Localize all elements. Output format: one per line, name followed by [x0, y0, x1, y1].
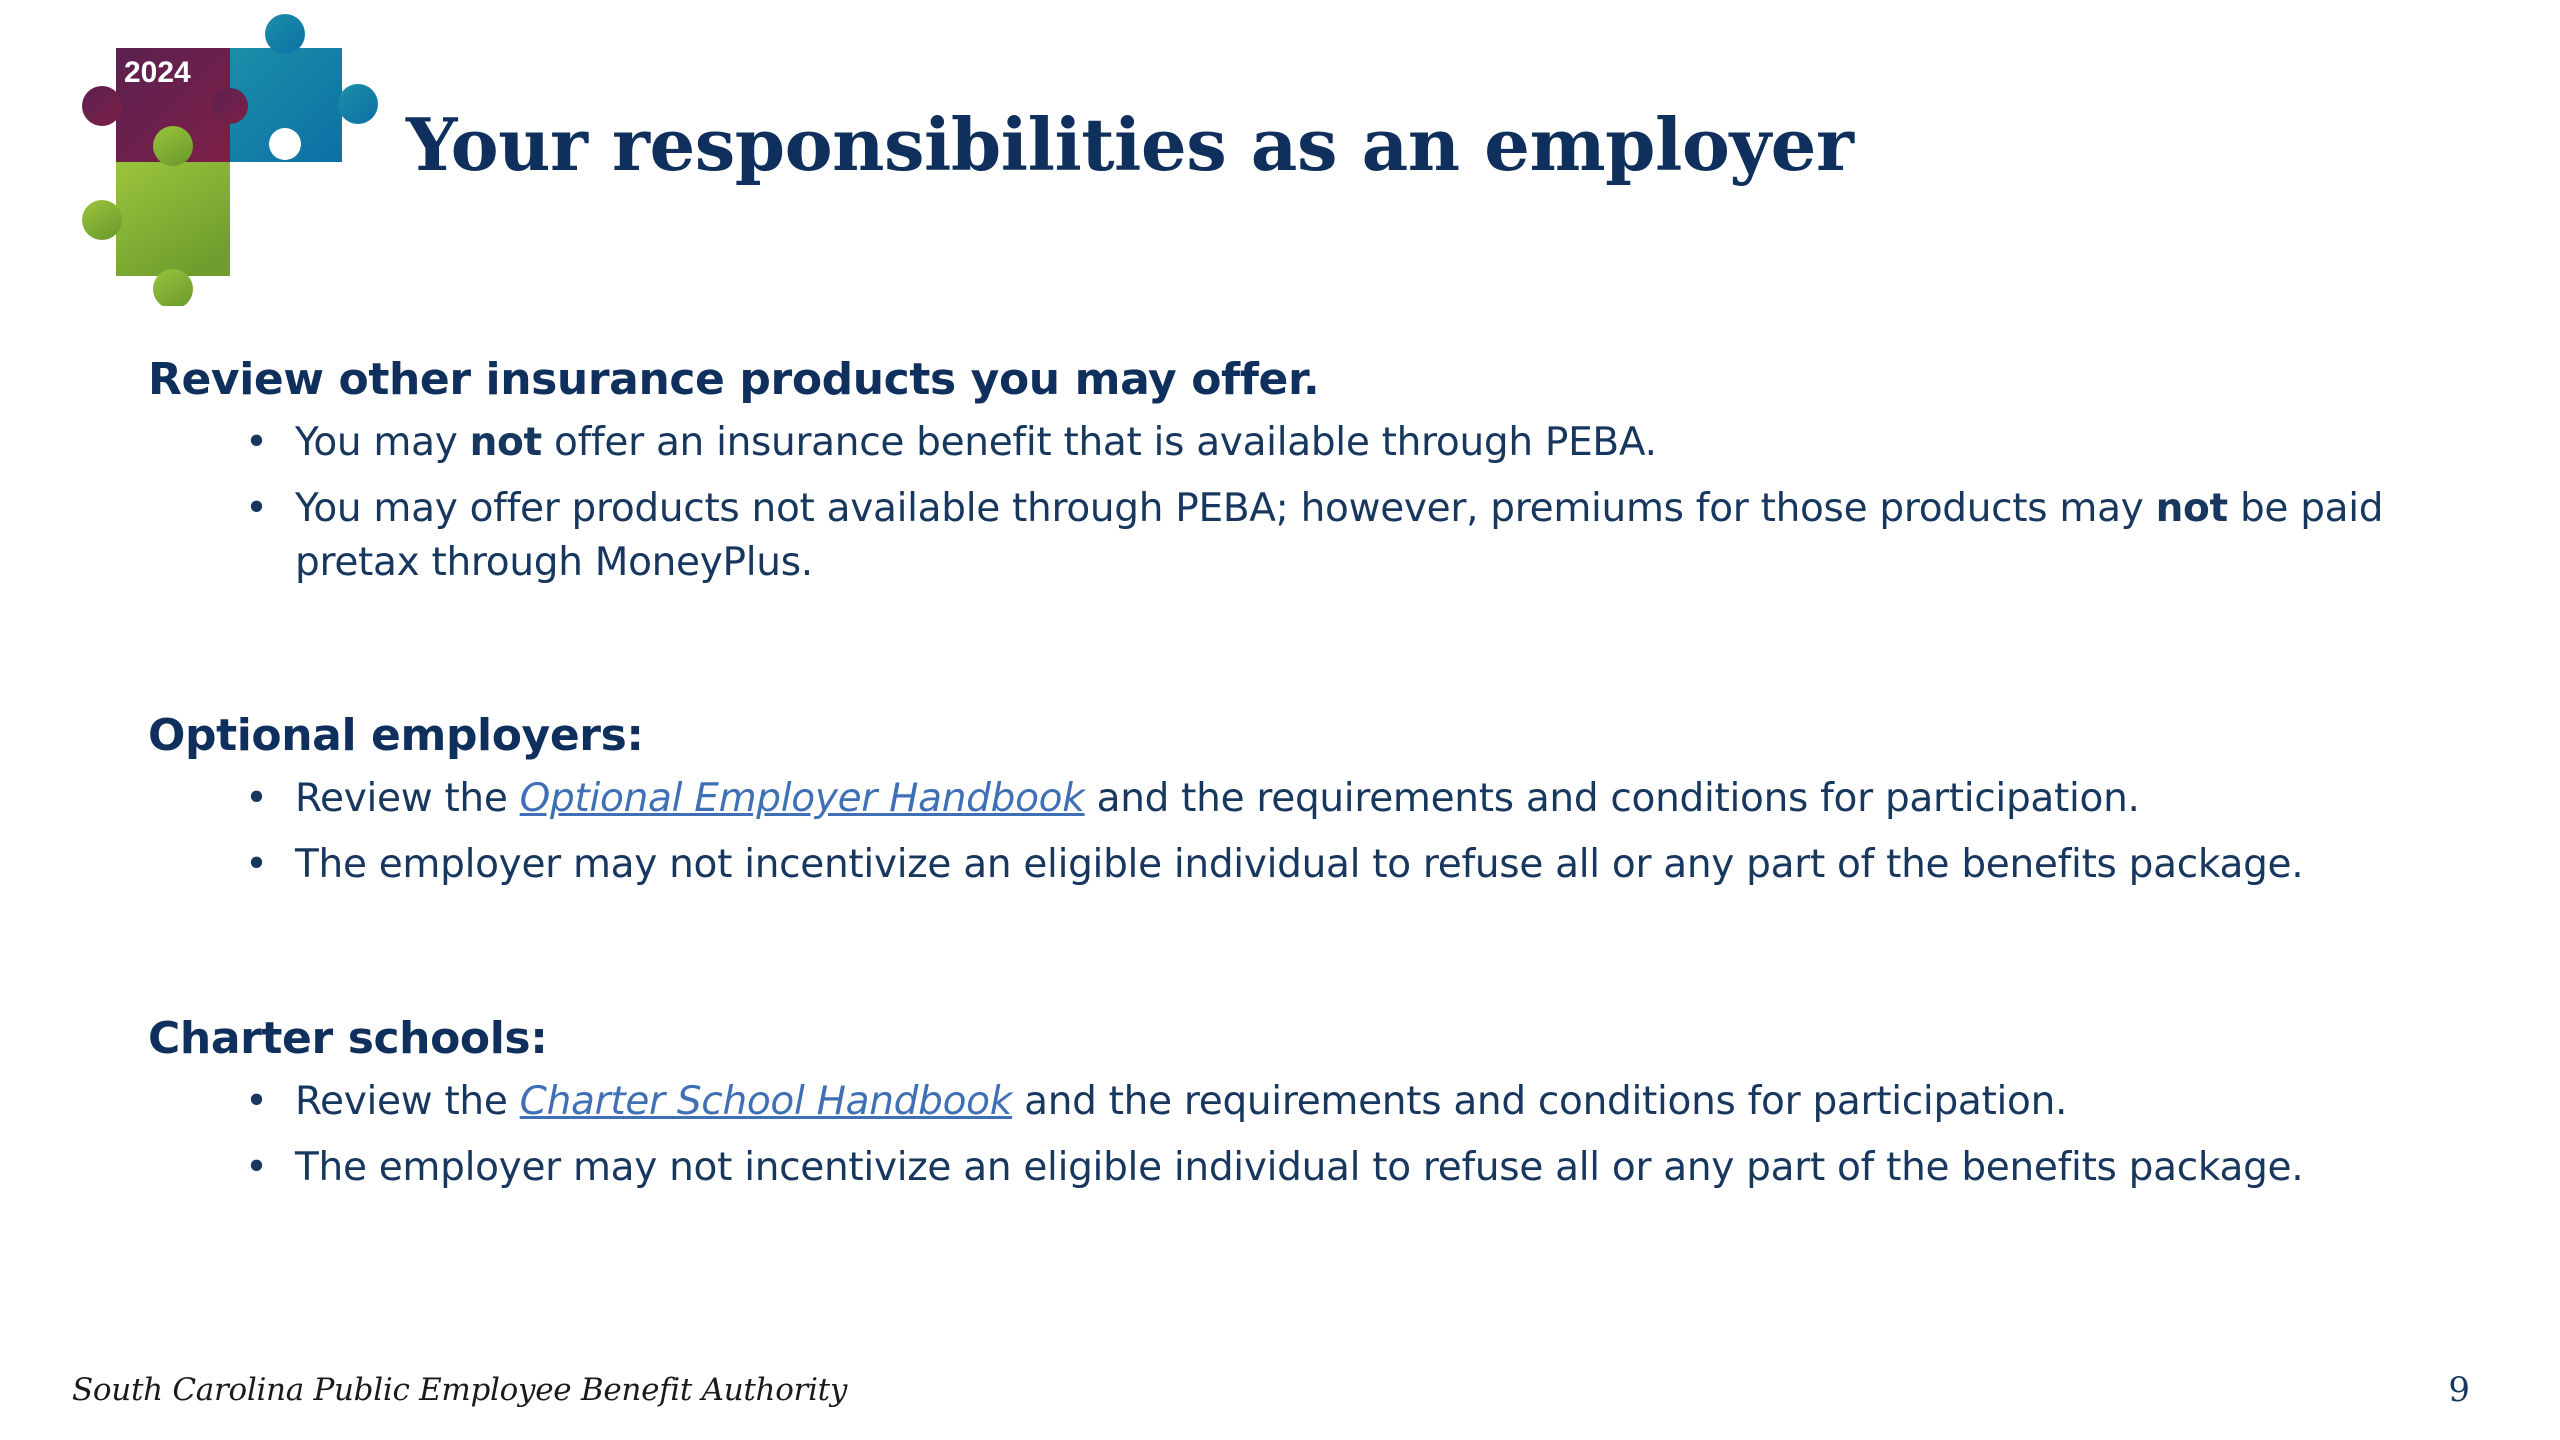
bullet-dot: • [245, 842, 268, 887]
bullet-text: The employer may not incentivize an eligible individual to refuse all or any part of the benefits package. [295, 1145, 2304, 1190]
list-item [148, 482, 2448, 590]
list-item [148, 838, 2448, 892]
optional-employer-handbook-link[interactable]: Optional Employer Handbook [519, 776, 1085, 821]
bullet-text: You may offer products not available through PEBA; however, premiums for those products may [295, 486, 2156, 531]
puzzle-logo [80, 14, 380, 306]
logo-year: 2024 [124, 56, 191, 89]
bullet-text: offer an insurance benefit that is available through PEBA. [541, 420, 1657, 465]
list-item [148, 772, 2448, 826]
bullet-text: The employer may not incentivize an eligible individual to refuse all or any part of the benefits package. [295, 842, 2304, 887]
section-optional-employers [148, 700, 2448, 892]
bullet-dot: • [245, 420, 268, 465]
page-title: Your responsibilities as an employer [406, 102, 1854, 187]
footer-organization: South Carolina Public Employee Benefit Authority [72, 1372, 848, 1408]
list-item [148, 1141, 2448, 1195]
bullet-emphasis: not [2155, 486, 2228, 531]
charter-school-handbook-link[interactable]: Charter School Handbook [519, 1079, 1012, 1124]
section-other-insurance [148, 344, 2448, 590]
bullet-dot: • [245, 486, 268, 531]
section-heading: Optional employers: [148, 710, 644, 761]
bullet-text: You may [295, 420, 470, 465]
page-number: 9 [2448, 1370, 2470, 1410]
bullet-text: and the requirements and conditions for participation. [1084, 776, 2140, 821]
bullet-text: Review the [295, 1079, 520, 1124]
puzzle-notch [269, 128, 301, 160]
bullet-list [148, 772, 2448, 892]
bullet-list [148, 416, 2448, 590]
bullet-dot: • [245, 1145, 268, 1190]
bullet-text: be paid pretax through MoneyPlus. [295, 486, 2384, 585]
puzzle-piece-teal [228, 14, 378, 162]
list-item [148, 416, 2448, 470]
bullet-list [148, 1075, 2448, 1195]
bullet-emphasis: not [469, 420, 542, 465]
section-heading: Review other insurance products you may offer. [148, 354, 1320, 405]
bullet-text: Review the [295, 776, 520, 821]
bullet-dot: • [245, 776, 268, 821]
bullet-dot: • [245, 1079, 268, 1124]
section-heading: Charter schools: [148, 1013, 548, 1064]
list-item [148, 1075, 2448, 1129]
section-charter-schools [148, 1003, 2448, 1195]
bullet-text: and the requirements and conditions for participation. [1012, 1079, 2068, 1124]
